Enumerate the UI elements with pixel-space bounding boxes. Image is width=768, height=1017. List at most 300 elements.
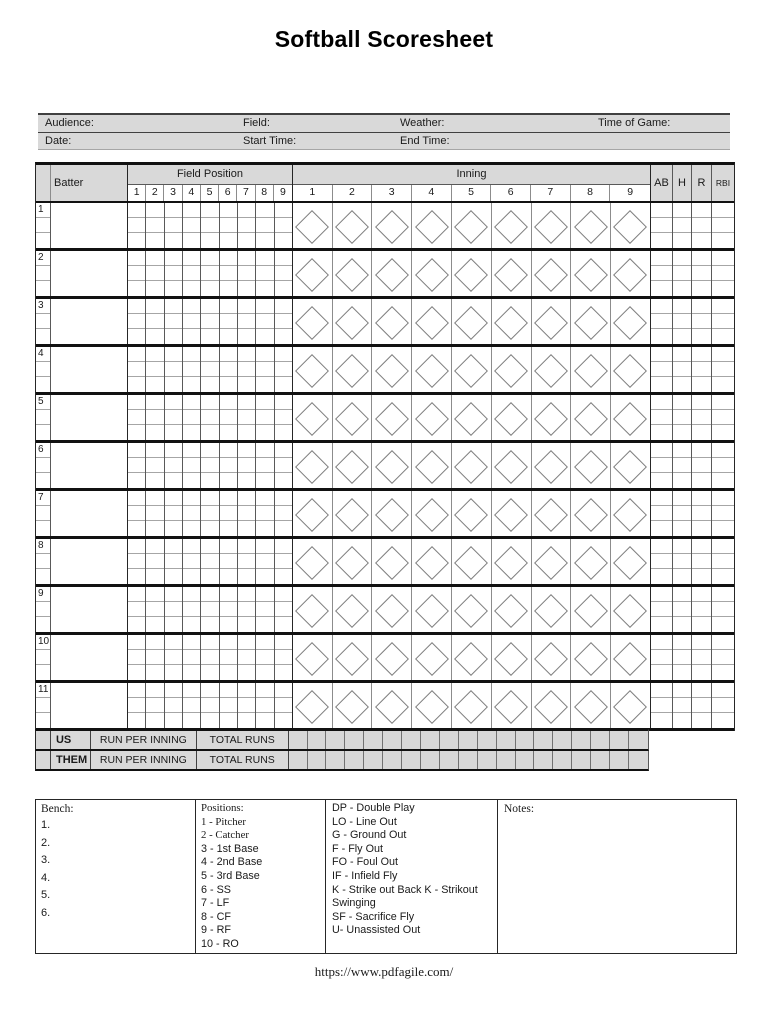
field-position-sub-cell[interactable] [275,521,292,536]
stat-sub-cell[interactable] [692,233,711,248]
stat-sub-cell[interactable] [692,554,711,569]
field-position-sub-cell[interactable] [201,233,218,248]
field-position-sub-cell[interactable] [256,410,273,425]
stat-sub-cell[interactable] [692,251,711,266]
stat-sub-cell[interactable] [692,299,711,314]
field-position-sub-cell[interactable] [256,458,273,473]
field-position-sub-cell[interactable] [146,617,163,632]
inning-total-cell[interactable] [402,751,421,769]
field-position-sub-cell[interactable] [275,458,292,473]
field-position-sub-cell[interactable] [256,602,273,617]
field-position-sub-cell[interactable] [201,473,218,488]
field-position-sub-cell[interactable] [275,266,292,281]
field-position-sub-cell[interactable] [201,587,218,602]
stat-sub-cell[interactable] [673,458,691,473]
field-position-sub-cell[interactable] [201,491,218,506]
field-position-sub-cell[interactable] [128,635,145,650]
inning-total-cell[interactable] [516,751,535,769]
field-position-sub-cell[interactable] [146,395,163,410]
field-position-sub-cell[interactable] [165,521,182,536]
field-position-sub-cell[interactable] [238,443,255,458]
inning-cell[interactable] [452,539,492,584]
inning-cell[interactable] [452,635,492,680]
field-position-sub-cell[interactable] [165,698,182,713]
stat-sub-cell[interactable] [712,539,734,554]
inning-cell[interactable] [333,491,373,536]
inning-cell[interactable] [452,395,492,440]
field-position-sub-cell[interactable] [165,506,182,521]
field-position-sub-cell[interactable] [146,314,163,329]
field-position-sub-cell[interactable] [128,266,145,281]
field-position-sub-cell[interactable] [146,683,163,698]
inning-total-cell[interactable] [591,751,610,769]
field-position-sub-cell[interactable] [201,377,218,392]
field-position-sub-cell[interactable] [183,713,200,728]
stat-sub-cell[interactable] [651,617,672,632]
field-position-sub-cell[interactable] [275,329,292,344]
field-position-sub-cell[interactable] [146,473,163,488]
field-position-sub-cell[interactable] [165,251,182,266]
field-position-sub-cell[interactable] [220,587,237,602]
field-position-sub-cell[interactable] [275,506,292,521]
inning-total-cell[interactable] [629,731,648,749]
inning-cell[interactable] [333,539,373,584]
field-position-sub-cell[interactable] [183,362,200,377]
field-position-sub-cell[interactable] [238,665,255,680]
inning-cell[interactable] [372,443,412,488]
stat-sub-cell[interactable] [651,713,672,728]
inning-cell[interactable] [532,299,572,344]
field-position-sub-cell[interactable] [201,635,218,650]
field-position-sub-cell[interactable] [146,698,163,713]
field-position-sub-cell[interactable] [201,554,218,569]
stat-sub-cell[interactable] [651,443,672,458]
field-position-sub-cell[interactable] [238,569,255,584]
field-position-sub-cell[interactable] [183,377,200,392]
inning-total-cell[interactable] [610,751,629,769]
field-position-sub-cell[interactable] [275,251,292,266]
field-position-sub-cell[interactable] [165,713,182,728]
stat-sub-cell[interactable] [692,683,711,698]
field-position-sub-cell[interactable] [275,425,292,440]
field-position-sub-cell[interactable] [220,539,237,554]
field-position-sub-cell[interactable] [238,218,255,233]
field-position-sub-cell[interactable] [238,617,255,632]
field-position-sub-cell[interactable] [275,683,292,698]
field-position-sub-cell[interactable] [128,587,145,602]
field-position-sub-cell[interactable] [183,650,200,665]
field-position-sub-cell[interactable] [165,410,182,425]
inning-cell[interactable] [452,347,492,392]
field-position-sub-cell[interactable] [256,329,273,344]
stat-sub-cell[interactable] [692,314,711,329]
stat-sub-cell[interactable] [692,395,711,410]
field-position-sub-cell[interactable] [220,218,237,233]
stat-sub-cell[interactable] [673,635,691,650]
field-position-sub-cell[interactable] [201,713,218,728]
field-position-sub-cell[interactable] [256,521,273,536]
inning-cell[interactable] [532,635,572,680]
field-position-sub-cell[interactable] [146,233,163,248]
field-position-sub-cell[interactable] [256,266,273,281]
stat-sub-cell[interactable] [651,251,672,266]
field-position-sub-cell[interactable] [165,425,182,440]
stat-sub-cell[interactable] [712,473,734,488]
stat-sub-cell[interactable] [692,410,711,425]
field-position-sub-cell[interactable] [256,281,273,296]
stat-sub-cell[interactable] [651,410,672,425]
field-position-sub-cell[interactable] [220,314,237,329]
field-position-sub-cell[interactable] [183,281,200,296]
field-position-sub-cell[interactable] [128,602,145,617]
field-position-sub-cell[interactable] [165,539,182,554]
inning-cell[interactable] [333,395,373,440]
field-position-sub-cell[interactable] [238,539,255,554]
field-position-sub-cell[interactable] [165,362,182,377]
stat-sub-cell[interactable] [712,650,734,665]
inning-cell[interactable] [452,251,492,296]
stat-sub-cell[interactable] [651,329,672,344]
stat-sub-cell[interactable] [673,713,691,728]
stat-sub-cell[interactable] [673,683,691,698]
notes-section[interactable] [498,800,736,953]
field-position-sub-cell[interactable] [165,218,182,233]
field-position-sub-cell[interactable] [146,266,163,281]
inning-total-cell[interactable] [364,731,383,749]
inning-cell[interactable] [412,395,452,440]
inning-cell[interactable] [611,683,651,728]
inning-cell[interactable] [293,395,333,440]
inning-cell[interactable] [571,491,611,536]
inning-cell[interactable] [412,683,452,728]
batter-name-cell[interactable] [51,491,128,536]
stat-sub-cell[interactable] [673,251,691,266]
field-position-sub-cell[interactable] [128,329,145,344]
stat-sub-cell[interactable] [673,377,691,392]
stat-sub-cell[interactable] [651,491,672,506]
field-position-sub-cell[interactable] [238,602,255,617]
field-position-sub-cell[interactable] [183,665,200,680]
field-position-sub-cell[interactable] [275,377,292,392]
stat-sub-cell[interactable] [651,473,672,488]
field-position-sub-cell[interactable] [238,506,255,521]
stat-sub-cell[interactable] [692,329,711,344]
field-position-sub-cell[interactable] [238,299,255,314]
field-position-sub-cell[interactable] [165,458,182,473]
field-position-sub-cell[interactable] [201,506,218,521]
stat-sub-cell[interactable] [712,698,734,713]
inning-cell[interactable] [372,299,412,344]
field-position-sub-cell[interactable] [238,362,255,377]
stat-sub-cell[interactable] [673,587,691,602]
field-position-sub-cell[interactable] [220,347,237,362]
field-position-sub-cell[interactable] [128,410,145,425]
inning-cell[interactable] [372,539,412,584]
bench-line[interactable]: 3. [41,854,51,867]
field-position-sub-cell[interactable] [256,218,273,233]
inning-total-cell[interactable] [440,731,459,749]
stat-sub-cell[interactable] [692,473,711,488]
stat-sub-cell[interactable] [651,377,672,392]
field-position-sub-cell[interactable] [220,281,237,296]
inning-cell[interactable] [372,251,412,296]
field-position-sub-cell[interactable] [256,347,273,362]
inning-cell[interactable] [412,347,452,392]
stat-sub-cell[interactable] [692,425,711,440]
inning-cell[interactable] [293,683,333,728]
field-position-sub-cell[interactable] [238,713,255,728]
inning-cell[interactable] [492,347,532,392]
field-position-sub-cell[interactable] [238,347,255,362]
field-position-sub-cell[interactable] [220,698,237,713]
inning-cell[interactable] [571,443,611,488]
field-position-sub-cell[interactable] [256,506,273,521]
field-position-sub-cell[interactable] [165,314,182,329]
stat-sub-cell[interactable] [673,203,691,218]
bench-line[interactable]: 1. [41,819,51,831]
field-position-sub-cell[interactable] [256,443,273,458]
field-position-sub-cell[interactable] [128,203,145,218]
stat-sub-cell[interactable] [692,617,711,632]
stat-sub-cell[interactable] [673,602,691,617]
field-position-sub-cell[interactable] [183,539,200,554]
stat-sub-cell[interactable] [673,347,691,362]
batter-name-cell[interactable] [51,299,128,344]
field-position-sub-cell[interactable] [128,425,145,440]
stat-sub-cell[interactable] [712,233,734,248]
stat-sub-cell[interactable] [651,506,672,521]
inning-cell[interactable] [293,491,333,536]
field-position-sub-cell[interactable] [201,329,218,344]
inning-cell[interactable] [333,251,373,296]
stat-sub-cell[interactable] [692,506,711,521]
inning-total-cell[interactable] [383,751,402,769]
batter-name-cell[interactable] [51,251,128,296]
stat-sub-cell[interactable] [712,251,734,266]
field-position-sub-cell[interactable] [183,410,200,425]
field-position-sub-cell[interactable] [220,410,237,425]
field-position-sub-cell[interactable] [165,473,182,488]
stat-sub-cell[interactable] [673,299,691,314]
stat-sub-cell[interactable] [651,683,672,698]
field-position-sub-cell[interactable] [165,299,182,314]
inning-total-cell[interactable] [478,731,497,749]
field-position-sub-cell[interactable] [146,362,163,377]
field-position-sub-cell[interactable] [128,362,145,377]
inning-total-cell[interactable] [421,731,440,749]
stat-sub-cell[interactable] [673,395,691,410]
field-position-sub-cell[interactable] [238,281,255,296]
field-position-sub-cell[interactable] [220,554,237,569]
batter-name-cell[interactable] [51,587,128,632]
inning-cell[interactable] [492,443,532,488]
field-position-sub-cell[interactable] [183,683,200,698]
inning-cell[interactable] [611,251,651,296]
field-position-sub-cell[interactable] [183,554,200,569]
field-position-sub-cell[interactable] [146,458,163,473]
stat-sub-cell[interactable] [712,521,734,536]
field-position-sub-cell[interactable] [238,410,255,425]
inning-cell[interactable] [532,347,572,392]
stat-sub-cell[interactable] [712,602,734,617]
stat-sub-cell[interactable] [692,281,711,296]
inning-cell[interactable] [492,587,532,632]
field-position-sub-cell[interactable] [220,665,237,680]
field-position-sub-cell[interactable] [165,587,182,602]
field-position-sub-cell[interactable] [256,539,273,554]
field-position-sub-cell[interactable] [201,539,218,554]
field-position-sub-cell[interactable] [128,347,145,362]
inning-total-cell[interactable] [383,731,402,749]
inning-cell[interactable] [492,251,532,296]
inning-total-cell[interactable] [308,751,327,769]
field-position-sub-cell[interactable] [220,521,237,536]
inning-cell[interactable] [532,203,572,248]
field-position-sub-cell[interactable] [146,377,163,392]
field-position-sub-cell[interactable] [238,395,255,410]
bench-line[interactable]: 5. [41,889,51,902]
field-position-sub-cell[interactable] [128,683,145,698]
stat-sub-cell[interactable] [712,329,734,344]
field-position-sub-cell[interactable] [238,521,255,536]
field-position-sub-cell[interactable] [128,713,145,728]
inning-cell[interactable] [412,635,452,680]
field-position-sub-cell[interactable] [238,329,255,344]
stat-sub-cell[interactable] [712,362,734,377]
inning-cell[interactable] [452,491,492,536]
field-position-sub-cell[interactable] [220,329,237,344]
stat-sub-cell[interactable] [651,539,672,554]
inning-cell[interactable] [372,587,412,632]
field-position-sub-cell[interactable] [220,473,237,488]
field-position-sub-cell[interactable] [238,635,255,650]
inning-total-cell[interactable] [610,731,629,749]
batter-name-cell[interactable] [51,203,128,248]
field-position-sub-cell[interactable] [165,683,182,698]
inning-cell[interactable] [372,395,412,440]
field-position-sub-cell[interactable] [165,329,182,344]
field-position-sub-cell[interactable] [146,251,163,266]
stat-sub-cell[interactable] [692,362,711,377]
stat-sub-cell[interactable] [712,683,734,698]
field-position-sub-cell[interactable] [201,281,218,296]
field-position-sub-cell[interactable] [256,617,273,632]
field-position-sub-cell[interactable] [128,617,145,632]
field-position-sub-cell[interactable] [128,314,145,329]
field-position-sub-cell[interactable] [183,347,200,362]
stat-sub-cell[interactable] [673,569,691,584]
stat-sub-cell[interactable] [692,602,711,617]
inning-total-cell[interactable] [440,751,459,769]
inning-total-cell[interactable] [308,731,327,749]
field-position-sub-cell[interactable] [183,395,200,410]
field-position-sub-cell[interactable] [220,650,237,665]
field-position-sub-cell[interactable] [201,458,218,473]
field-position-sub-cell[interactable] [238,698,255,713]
field-position-sub-cell[interactable] [256,650,273,665]
field-position-sub-cell[interactable] [275,473,292,488]
inning-cell[interactable] [532,683,572,728]
field-position-sub-cell[interactable] [256,713,273,728]
field-position-sub-cell[interactable] [165,233,182,248]
inning-cell[interactable] [571,251,611,296]
stat-sub-cell[interactable] [651,602,672,617]
stat-sub-cell[interactable] [673,218,691,233]
field-position-sub-cell[interactable] [238,458,255,473]
field-position-sub-cell[interactable] [220,377,237,392]
stat-sub-cell[interactable] [692,491,711,506]
field-position-sub-cell[interactable] [165,635,182,650]
inning-cell[interactable] [492,395,532,440]
inning-total-cell[interactable] [534,751,553,769]
field-position-sub-cell[interactable] [275,569,292,584]
bench-line[interactable]: 2. [41,836,51,849]
field-position-sub-cell[interactable] [165,281,182,296]
field-position-sub-cell[interactable] [220,458,237,473]
stat-sub-cell[interactable] [673,473,691,488]
field-position-sub-cell[interactable] [128,395,145,410]
field-position-sub-cell[interactable] [201,266,218,281]
stat-sub-cell[interactable] [651,395,672,410]
field-position-sub-cell[interactable] [256,491,273,506]
field-position-sub-cell[interactable] [128,299,145,314]
field-position-sub-cell[interactable] [146,425,163,440]
stat-sub-cell[interactable] [712,377,734,392]
field-position-sub-cell[interactable] [128,539,145,554]
inning-cell[interactable] [571,347,611,392]
field-position-sub-cell[interactable] [183,491,200,506]
inning-cell[interactable] [333,683,373,728]
field-position-sub-cell[interactable] [146,665,163,680]
inning-cell[interactable] [293,635,333,680]
inning-cell[interactable] [293,443,333,488]
field-position-sub-cell[interactable] [256,395,273,410]
field-position-sub-cell[interactable] [183,587,200,602]
inning-total-cell[interactable] [572,731,591,749]
stat-sub-cell[interactable] [673,362,691,377]
stat-sub-cell[interactable] [712,491,734,506]
bench-line[interactable]: 6. [41,906,51,919]
field-position-sub-cell[interactable] [256,473,273,488]
field-position-sub-cell[interactable] [201,443,218,458]
inning-cell[interactable] [372,683,412,728]
field-position-sub-cell[interactable] [256,698,273,713]
inning-cell[interactable] [492,203,532,248]
stat-sub-cell[interactable] [651,425,672,440]
stat-sub-cell[interactable] [651,521,672,536]
field-position-sub-cell[interactable] [146,218,163,233]
field-position-sub-cell[interactable] [220,602,237,617]
field-position-sub-cell[interactable] [201,569,218,584]
field-position-sub-cell[interactable] [220,491,237,506]
inning-cell[interactable] [372,491,412,536]
field-position-sub-cell[interactable] [201,425,218,440]
inning-cell[interactable] [293,539,333,584]
field-position-sub-cell[interactable] [165,602,182,617]
field-position-sub-cell[interactable] [275,443,292,458]
field-position-sub-cell[interactable] [146,203,163,218]
inning-cell[interactable] [532,395,572,440]
field-position-sub-cell[interactable] [146,329,163,344]
field-position-sub-cell[interactable] [146,521,163,536]
field-position-sub-cell[interactable] [220,506,237,521]
field-position-sub-cell[interactable] [275,347,292,362]
stat-sub-cell[interactable] [651,266,672,281]
inning-cell[interactable] [293,251,333,296]
field-position-sub-cell[interactable] [256,683,273,698]
stat-sub-cell[interactable] [712,347,734,362]
field-position-sub-cell[interactable] [128,458,145,473]
